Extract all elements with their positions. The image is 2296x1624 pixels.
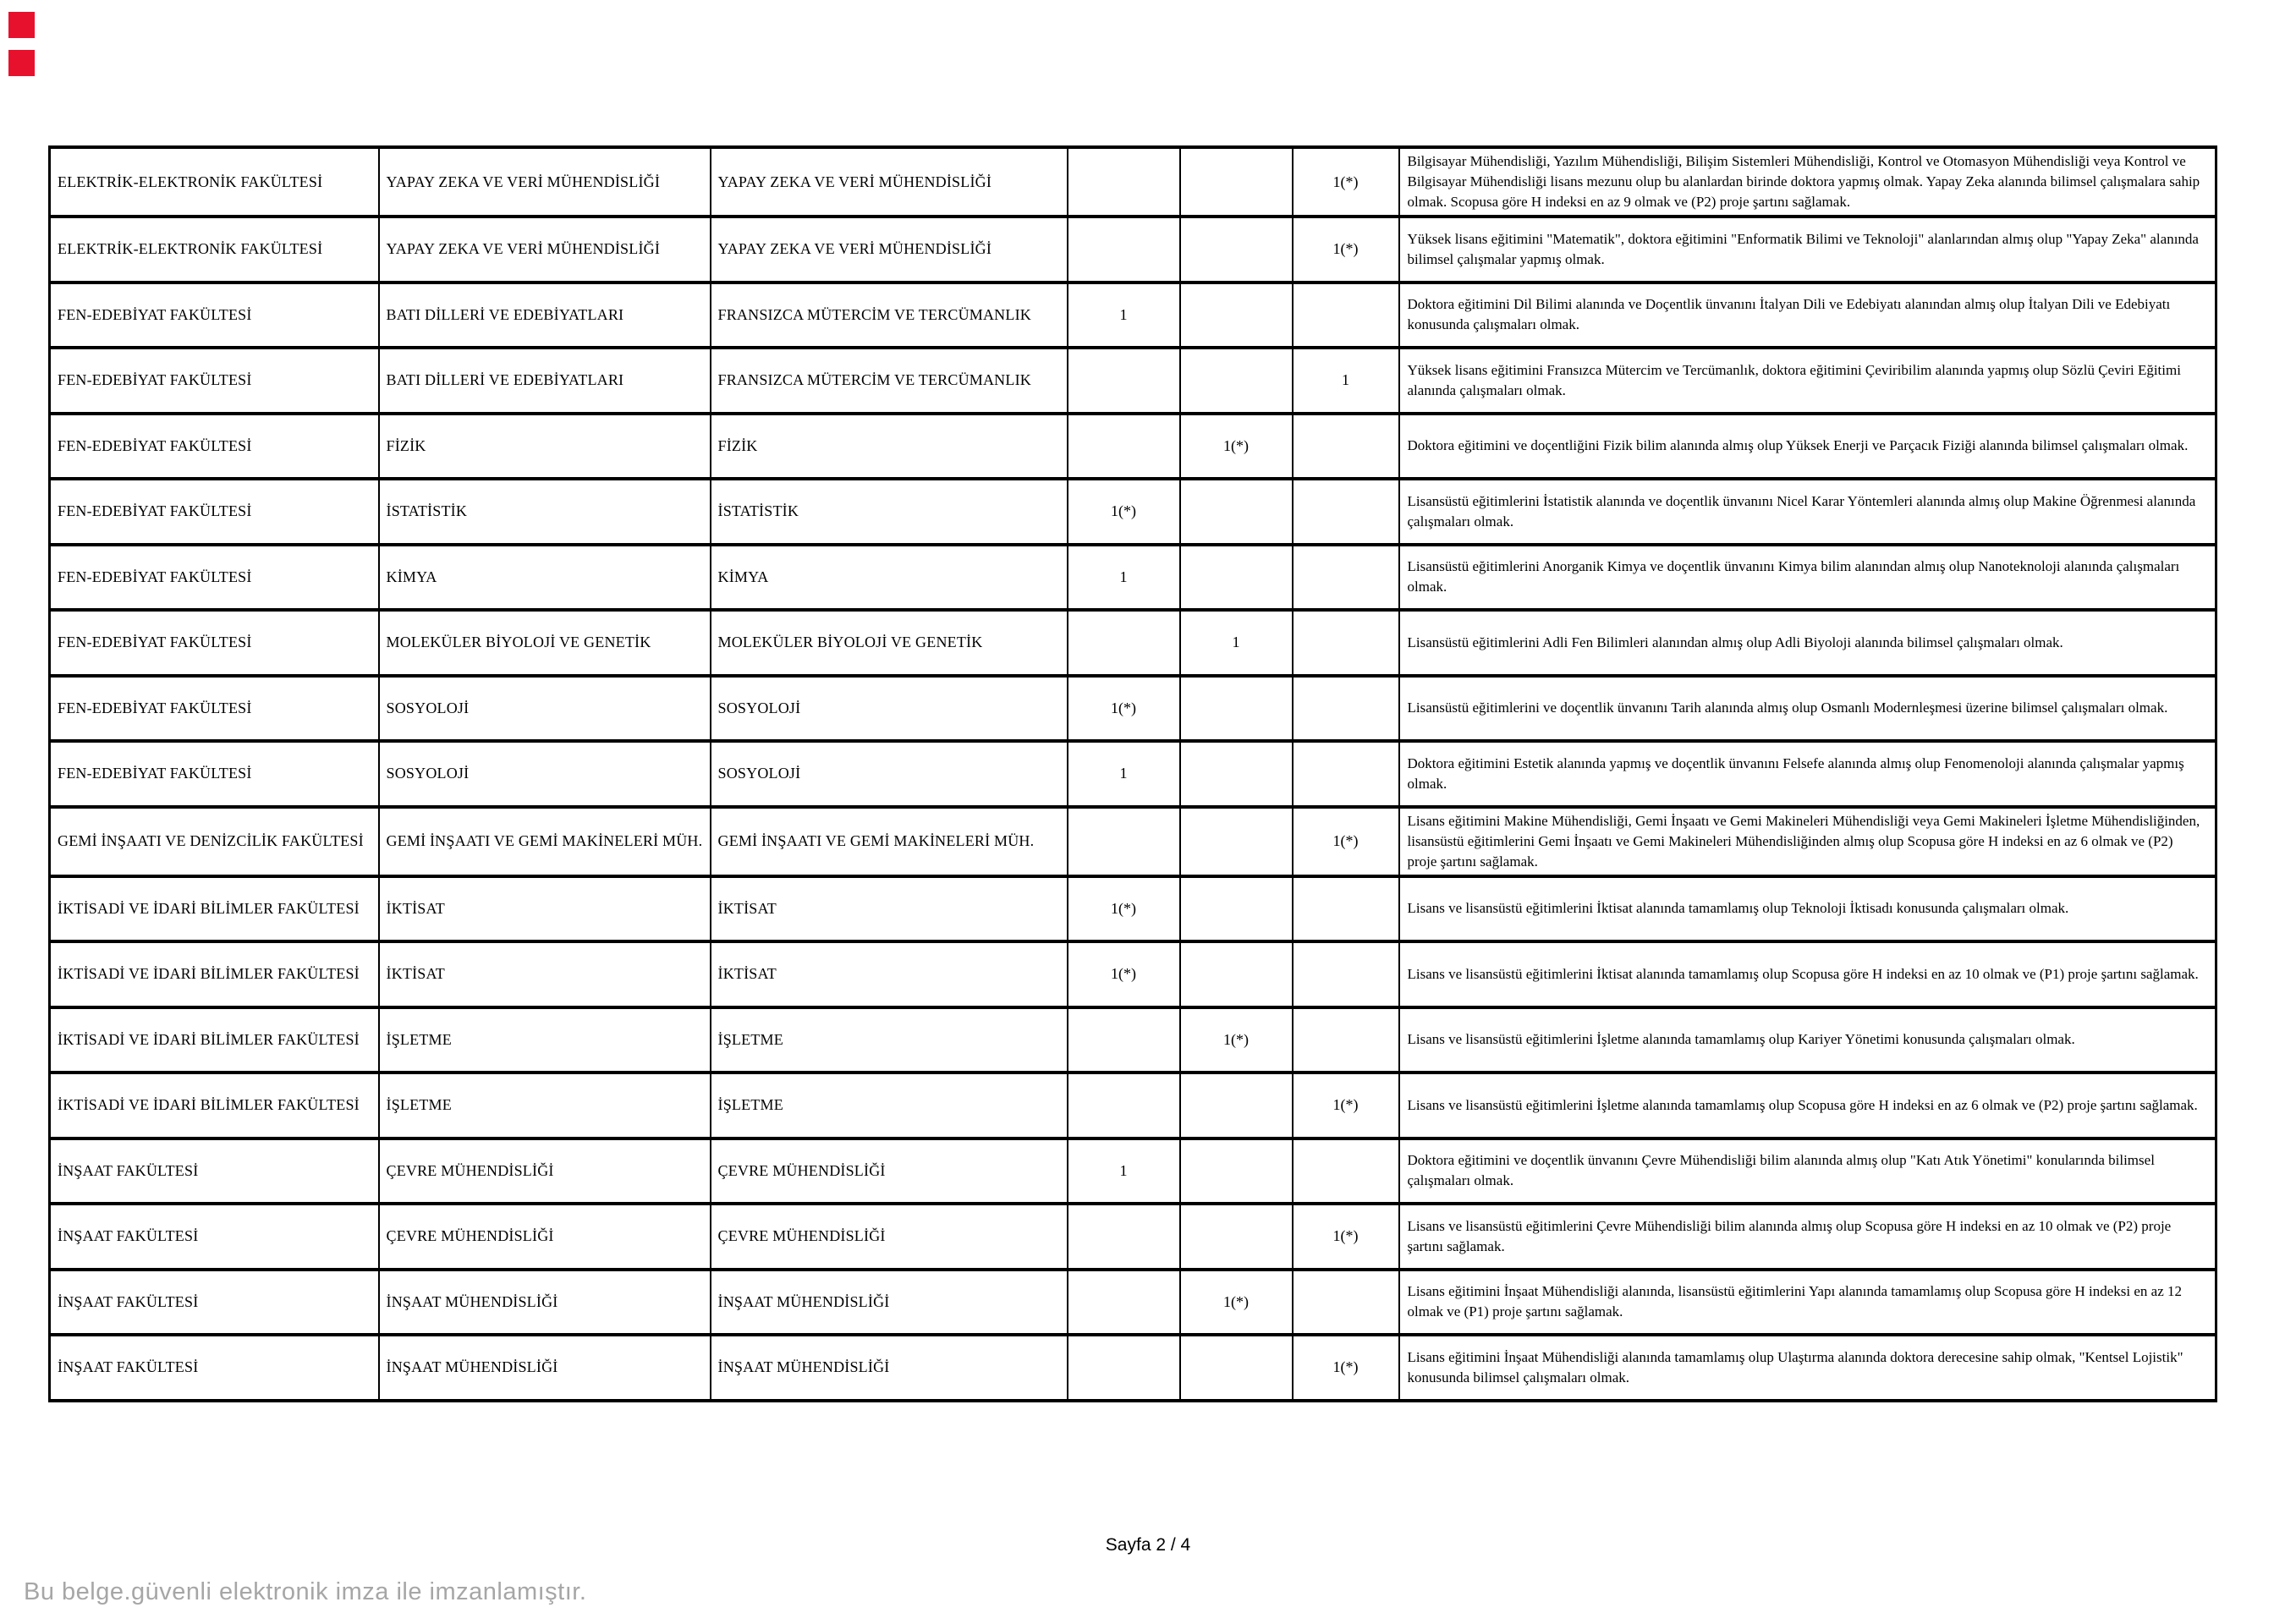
quota-cell-3 (1293, 283, 1399, 348)
faculty-cell: İNŞAAT FAKÜLTESİ (50, 1204, 379, 1270)
quota-cell-2 (1180, 1204, 1293, 1270)
department-cell: ÇEVRE MÜHENDİSLİĞİ (379, 1138, 711, 1204)
quota-cell-3 (1293, 414, 1399, 480)
table-row (50, 876, 2216, 942)
description-cell: Lisans ve lisansüstü eğitimlerini İşletme alanında tamamlamış olup Scopusa göre H indeksi en az 6 olmak ve (P2) proje şartını sağlamak. (1399, 1073, 2216, 1138)
quota-cell-3 (1293, 876, 1399, 942)
quota-cell-3: 1(*) (1293, 807, 1399, 876)
quota-cell-1: 1(*) (1068, 941, 1180, 1007)
program-cell: FRANSIZCA MÜTERCİM VE TERCÜMANLIK (711, 283, 1068, 348)
department-cell: KİMYA (379, 545, 711, 611)
description-cell: Lisans ve lisansüstü eğitimlerini İktisat alanında tamamlamış olup Teknoloji İktisadı konusunda çalışmaları olmak. (1399, 876, 2216, 942)
quota-cell-2 (1180, 348, 1293, 414)
department-cell: YAPAY ZEKA VE VERİ MÜHENDİSLİĞİ (379, 147, 711, 217)
quota-cell-1: 1 (1068, 741, 1180, 807)
department-cell: İKTİSAT (379, 941, 711, 1007)
table-row (50, 1007, 2216, 1073)
faculty-cell: İKTİSADİ VE İDARİ BİLİMLER FAKÜLTESİ (50, 876, 379, 942)
faculty-cell: ELEKTRİK-ELEKTRONİK FAKÜLTESİ (50, 217, 379, 283)
faculty-cell: FEN-EDEBİYAT FAKÜLTESİ (50, 348, 379, 414)
quota-cell-3 (1293, 1270, 1399, 1336)
quota-cell-3: 1(*) (1293, 1073, 1399, 1138)
department-cell: İKTİSAT (379, 876, 711, 942)
department-cell: ÇEVRE MÜHENDİSLİĞİ (379, 1204, 711, 1270)
program-cell: İSTATİSTİK (711, 479, 1068, 545)
program-cell: İŞLETME (711, 1007, 1068, 1073)
quota-cell-2 (1180, 876, 1293, 942)
quota-cell-2 (1180, 1335, 1293, 1401)
quota-cell-1: 1 (1068, 1138, 1180, 1204)
quota-cell-2: 1(*) (1180, 1270, 1293, 1336)
description-cell: Lisans ve lisansüstü eğitimlerini İşletme alanında tamamlamış olup Kariyer Yönetimi konusunda çalışmaları olmak. (1399, 1007, 2216, 1073)
department-cell: İNŞAAT MÜHENDİSLİĞİ (379, 1270, 711, 1336)
signature-note: Bu belge.güvenli elektronik imza ile imzanlamıştır. (24, 1578, 587, 1605)
quota-cell-1 (1068, 1073, 1180, 1138)
program-cell: İNŞAAT MÜHENDİSLİĞİ (711, 1335, 1068, 1401)
description-cell: Lisans eğitimini İnşaat Mühendisliği alanında tamamlamış olup Ulaştırma alanında doktora derecesine sahip olmak, "Kentsel Lojistik" konusunda bilimsel çalışmaları olmak. (1399, 1335, 2216, 1401)
faculty-cell: FEN-EDEBİYAT FAKÜLTESİ (50, 676, 379, 742)
description-cell: Doktora eğitimini ve doçentliğini Fizik bilim alanında almış olup Yüksek Enerji ve Parçacık Fiziği alanında bilimsel çalışmaları olmak. (1399, 414, 2216, 480)
program-cell: SOSYOLOJİ (711, 676, 1068, 742)
description-cell: Lisans ve lisansüstü eğitimlerini Çevre Mühendisliği bilim alanında almış olup Scopusa göre H indeksi en az 10 olmak ve (P2) proje şartını sağlamak. (1399, 1204, 2216, 1270)
quota-cell-2: 1(*) (1180, 414, 1293, 480)
program-cell: FRANSIZCA MÜTERCİM VE TERCÜMANLIK (711, 348, 1068, 414)
program-cell: İNŞAAT MÜHENDİSLİĞİ (711, 1270, 1068, 1336)
quota-cell-3: 1(*) (1293, 217, 1399, 283)
faculty-cell: FEN-EDEBİYAT FAKÜLTESİ (50, 545, 379, 611)
department-cell: YAPAY ZEKA VE VERİ MÜHENDİSLİĞİ (379, 217, 711, 283)
quota-cell-3 (1293, 941, 1399, 1007)
table-row (50, 610, 2216, 676)
quota-cell-1 (1068, 1204, 1180, 1270)
program-cell: KİMYA (711, 545, 1068, 611)
quota-cell-3: 1(*) (1293, 1204, 1399, 1270)
department-cell: FİZİK (379, 414, 711, 480)
quota-cell-2 (1180, 807, 1293, 876)
description-cell: Doktora eğitimini Dil Bilimi alanında ve Doçentlik ünvanını İtalyan Dili ve Edebiyatı alanından almış olup İtalyan Dili ve Edebiyatı konusunda çalışmaları olmak. (1399, 283, 2216, 348)
table-row (50, 1073, 2216, 1138)
program-cell: YAPAY ZEKA VE VERİ MÜHENDİSLİĞİ (711, 217, 1068, 283)
department-cell: GEMİ İNŞAATI VE GEMİ MAKİNELERİ MÜH. (379, 807, 711, 876)
faculty-cell: İKTİSADİ VE İDARİ BİLİMLER FAKÜLTESİ (50, 1073, 379, 1138)
requirements-table-body (50, 147, 2216, 1401)
faculty-cell: İKTİSADİ VE İDARİ BİLİMLER FAKÜLTESİ (50, 941, 379, 1007)
quota-cell-2 (1180, 1138, 1293, 1204)
program-cell: İŞLETME (711, 1073, 1068, 1138)
table-row (50, 941, 2216, 1007)
quota-cell-3 (1293, 545, 1399, 611)
table-row (50, 147, 2216, 217)
description-cell: Yüksek lisans eğitimini Fransızca Mütercim ve Tercümanlık, doktora eğitimini Çeviribilim alanında yapmış olup Sözlü Çeviri Eğitimi alanında çalışmaları olmak. (1399, 348, 2216, 414)
quota-cell-1 (1068, 1270, 1180, 1336)
quota-cell-2: 1 (1180, 610, 1293, 676)
faculty-cell: FEN-EDEBİYAT FAKÜLTESİ (50, 741, 379, 807)
quota-cell-1: 1(*) (1068, 676, 1180, 742)
department-cell: BATI DİLLERİ VE EDEBİYATLARI (379, 283, 711, 348)
quota-cell-3: 1(*) (1293, 147, 1399, 217)
faculty-cell: GEMİ İNŞAATI VE DENİZCİLİK FAKÜLTESİ (50, 807, 379, 876)
description-cell: Lisans ve lisansüstü eğitimlerini İktisat alanında tamamlamış olup Scopusa göre H indeksi en az 10 olmak ve (P1) proje şartını sağlamak. (1399, 941, 2216, 1007)
quota-cell-1 (1068, 348, 1180, 414)
quota-cell-1 (1068, 1335, 1180, 1401)
faculty-cell: İNŞAAT FAKÜLTESİ (50, 1270, 379, 1336)
quota-cell-1: 1 (1068, 545, 1180, 611)
department-cell: BATI DİLLERİ VE EDEBİYATLARI (379, 348, 711, 414)
description-cell: Bilgisayar Mühendisliği, Yazılım Mühendisliği, Bilişim Sistemleri Mühendisliği, Kontrol ve Otomasyon Mühendisliği veya Kontrol ve Bilgisayar Mühendisliği lisans mezunu olup bu alanlardan birinde doktora yapmış olmak. Yapay Zeka alanında bilimsel çalışmalara sahip olmak. Scopusa göre H indeksi en az 9 olmak ve (P2) proje şartını sağlamak. (1399, 147, 2216, 217)
quota-cell-3: 1 (1293, 348, 1399, 414)
description-cell: Lisansüstü eğitimlerini Adli Fen Bilimleri alanından almış olup Adli Biyoloji alanında bilimsel çalışmaları olmak. (1399, 610, 2216, 676)
quota-cell-1 (1068, 414, 1180, 480)
faculty-cell: FEN-EDEBİYAT FAKÜLTESİ (50, 283, 379, 348)
table-row (50, 1270, 2216, 1336)
program-cell: SOSYOLOJİ (711, 741, 1068, 807)
quota-cell-2 (1180, 741, 1293, 807)
quota-cell-2 (1180, 479, 1293, 545)
table-row (50, 348, 2216, 414)
table-row (50, 545, 2216, 611)
table-row (50, 1204, 2216, 1270)
quota-cell-1: 1(*) (1068, 876, 1180, 942)
quota-cell-3 (1293, 741, 1399, 807)
quota-cell-2 (1180, 283, 1293, 348)
quota-cell-3 (1293, 676, 1399, 742)
program-cell: YAPAY ZEKA VE VERİ MÜHENDİSLİĞİ (711, 147, 1068, 217)
faculty-cell: İNŞAAT FAKÜLTESİ (50, 1335, 379, 1401)
table-row (50, 283, 2216, 348)
department-cell: SOSYOLOJİ (379, 741, 711, 807)
program-cell: GEMİ İNŞAATI VE GEMİ MAKİNELERİ MÜH. (711, 807, 1068, 876)
description-cell: Lisansüstü eğitimlerini Anorganik Kimya ve doçentlik ünvanını Kimya bilim alanından almış olup Nanoteknoloji alanında çalışmaları olmak. (1399, 545, 2216, 611)
table-row (50, 1138, 2216, 1204)
description-cell: Doktora eğitimini ve doçentlik ünvanını Çevre Mühendisliği bilim alanında almış olup "Katı Atık Yönetimi" konularında bilimsel çalışmaları olmak. (1399, 1138, 2216, 1204)
quota-cell-2: 1(*) (1180, 1007, 1293, 1073)
quota-cell-3 (1293, 479, 1399, 545)
requirements-table (48, 145, 2217, 1402)
quota-cell-2 (1180, 676, 1293, 742)
program-cell: ÇEVRE MÜHENDİSLİĞİ (711, 1138, 1068, 1204)
table-row (50, 217, 2216, 283)
quota-cell-3 (1293, 610, 1399, 676)
faculty-cell: İNŞAAT FAKÜLTESİ (50, 1138, 379, 1204)
quota-cell-2 (1180, 1073, 1293, 1138)
quota-cell-3 (1293, 1007, 1399, 1073)
page-number: Sayfa 2 / 4 (1105, 1535, 1191, 1555)
red-marker-bottom (8, 50, 35, 76)
faculty-cell: ELEKTRİK-ELEKTRONİK FAKÜLTESİ (50, 147, 379, 217)
description-cell: Yüksek lisans eğitimini "Matematik", doktora eğitimini "Enformatik Bilimi ve Teknoloji" alanlarından almış olup "Yapay Zeka" alanında bilimsel çalışmalar yapmış olmak. (1399, 217, 2216, 283)
description-cell: Lisans eğitimini Makine Mühendisliği, Gemi İnşaatı ve Gemi Makineleri Mühendisliği veya Gemi Makineleri İşletme Mühendisliğinden, lisansüstü eğitimlerini Gemi İnşaatı ve Gemi Makineleri Mühendisliğinden almış olup Scopusa göre H indeksi en az 6 olmak ve (P2) proje şartını sağlamak. (1399, 807, 2216, 876)
department-cell: İŞLETME (379, 1007, 711, 1073)
quota-cell-2 (1180, 545, 1293, 611)
description-cell: Lisansüstü eğitimlerini ve doçentlik ünvanını Tarih alanında almış olup Osmanlı Modernleşmesi üzerine bilimsel çalışmaları olmak. (1399, 676, 2216, 742)
program-cell: ÇEVRE MÜHENDİSLİĞİ (711, 1204, 1068, 1270)
quota-cell-1 (1068, 807, 1180, 876)
faculty-cell: FEN-EDEBİYAT FAKÜLTESİ (50, 414, 379, 480)
table-row (50, 807, 2216, 876)
description-cell: Lisans eğitimini İnşaat Mühendisliği alanında, lisansüstü eğitimlerini Yapı alanında tamamlamış olup Scopusa göre H indeksi en az 12 olmak ve (P1) proje şartını sağlamak. (1399, 1270, 2216, 1336)
table-row (50, 479, 2216, 545)
program-cell: İKTİSAT (711, 876, 1068, 942)
quota-cell-1: 1(*) (1068, 479, 1180, 545)
quota-cell-1 (1068, 1007, 1180, 1073)
department-cell: MOLEKÜLER BİYOLOJİ VE GENETİK (379, 610, 711, 676)
quota-cell-2 (1180, 941, 1293, 1007)
table-row (50, 741, 2216, 807)
quota-cell-1: 1 (1068, 283, 1180, 348)
quota-cell-3: 1(*) (1293, 1335, 1399, 1401)
description-cell: Lisansüstü eğitimlerini İstatistik alanında ve doçentlik ünvanını Nicel Karar Yöntemleri alanında almış olup Makine Öğrenmesi alanında çalışmaları olmak. (1399, 479, 2216, 545)
faculty-cell: İKTİSADİ VE İDARİ BİLİMLER FAKÜLTESİ (50, 1007, 379, 1073)
quota-cell-1 (1068, 610, 1180, 676)
department-cell: İŞLETME (379, 1073, 711, 1138)
quota-cell-3 (1293, 1138, 1399, 1204)
program-cell: FİZİK (711, 414, 1068, 480)
description-cell: Doktora eğitimini Estetik alanında yapmış ve doçentlik ünvanını Felsefe alanında almış olup Fenomenoloji alanında çalışmalar yapmış olmak. (1399, 741, 2216, 807)
program-cell: MOLEKÜLER BİYOLOJİ VE GENETİK (711, 610, 1068, 676)
table-row (50, 676, 2216, 742)
table-row (50, 1335, 2216, 1401)
faculty-cell: FEN-EDEBİYAT FAKÜLTESİ (50, 610, 379, 676)
quota-cell-2 (1180, 217, 1293, 283)
red-marker-top (8, 12, 35, 38)
quota-cell-2 (1180, 147, 1293, 217)
program-cell: İKTİSAT (711, 941, 1068, 1007)
quota-cell-1 (1068, 147, 1180, 217)
department-cell: İNŞAAT MÜHENDİSLİĞİ (379, 1335, 711, 1401)
department-cell: SOSYOLOJİ (379, 676, 711, 742)
department-cell: İSTATİSTİK (379, 479, 711, 545)
faculty-cell: FEN-EDEBİYAT FAKÜLTESİ (50, 479, 379, 545)
quota-cell-1 (1068, 217, 1180, 283)
table-row (50, 414, 2216, 480)
